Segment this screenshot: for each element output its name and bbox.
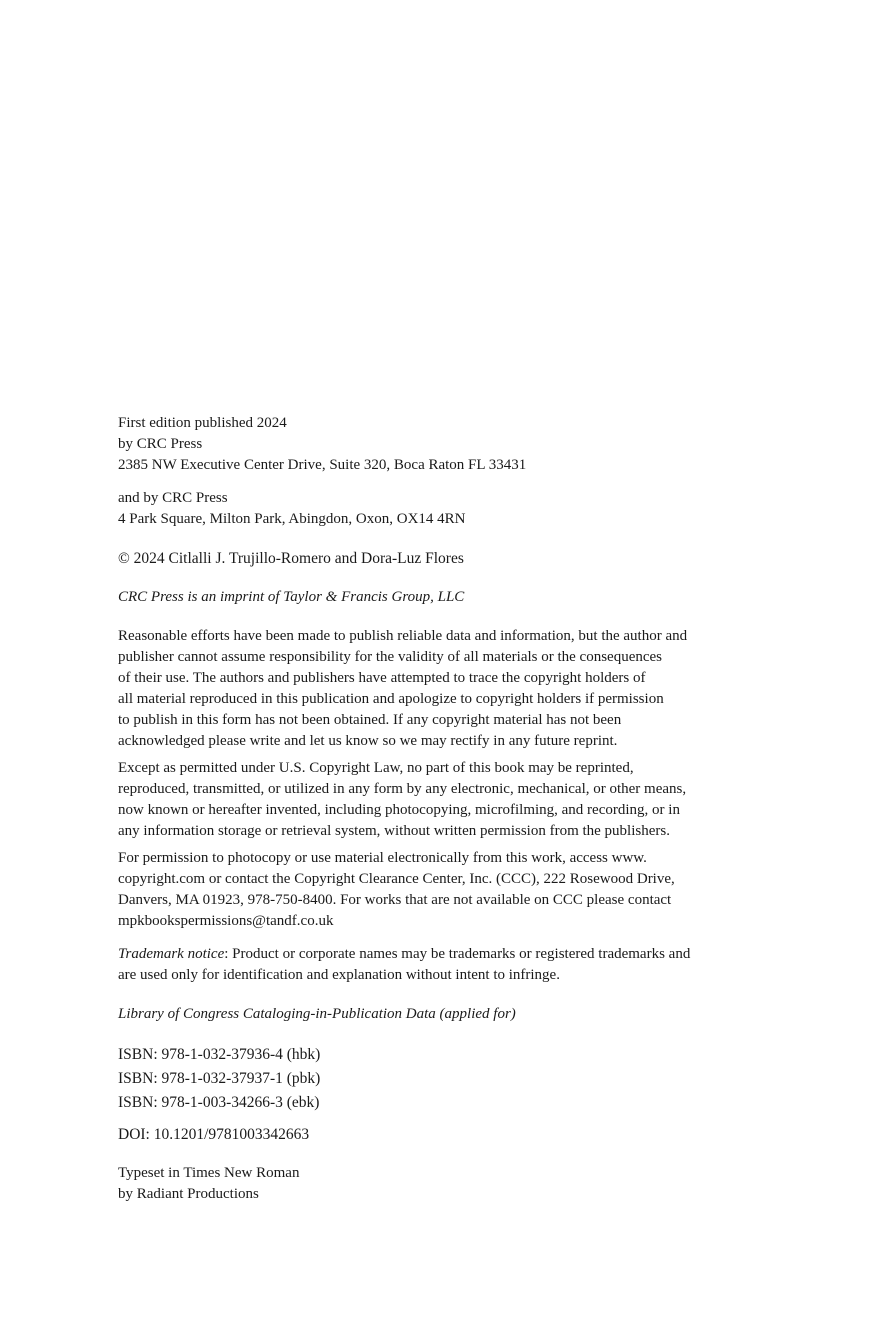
uk-office-line-2: 4 Park Square, Milton Park, Abingdon, Oxon, OX14 4RN	[118, 511, 466, 527]
cip-line: Library of Congress Cataloging-in-Publication Data (applied for)	[118, 1006, 516, 1022]
imprint-line: CRC Press is an imprint of Taylor & Francis Group, LLC	[118, 589, 465, 605]
photocopy-line: Danvers, MA 01923, 978-750-8400. For works that are not available on CCC please contact	[118, 892, 672, 908]
permissions-line: reproduced, transmitted, or utilized in any form by any electronic, mechanical, or other means,	[118, 781, 687, 797]
permissions-line: any information storage or retrieval system, without written permission from the publishers.	[118, 823, 670, 839]
disclaimer-line: of their use. The authors and publishers have attempted to trace the copyright holders of	[118, 670, 646, 686]
permissions-line: now known or hereafter invented, including photocopying, microfilming, and recording, or in	[118, 802, 680, 818]
disclaimer-line: to publish in this form has not been obtained. If any copyright material has not been	[118, 712, 622, 728]
edition-line-1: First edition published 2024	[118, 415, 287, 431]
trademark-label: Trademark notice	[118, 946, 225, 962]
doi-line: DOI: 10.1201/9781003342663	[118, 1126, 310, 1143]
disclaimer-line: publisher cannot assume responsibility for the validity of all materials or the consequences	[118, 649, 663, 665]
edition-line-3: 2385 NW Executive Center Drive, Suite 320, Boca Raton FL 33431	[118, 457, 527, 473]
isbn-pbk: ISBN: 978-1-032-37937-1 (pbk)	[118, 1070, 321, 1087]
uk-office-line-1: and by CRC Press	[118, 490, 228, 506]
disclaimer-line: acknowledged please write and let us know so we may rectify in any future reprint.	[118, 733, 618, 749]
edition-line-2: by CRC Press	[118, 436, 203, 452]
isbn-ebk: ISBN: 978-1-003-34266-3 (ebk)	[118, 1094, 320, 1111]
copyright-line: © 2024 Citlalli J. Trujillo-Romero and Dora-Luz Flores	[118, 550, 464, 567]
trademark-line-2: are used only for identification and explanation without intent to infringe.	[118, 967, 560, 983]
copyright-page	[118, 0, 778, 1326]
photocopy-email: mpkbookspermissions@tandf.co.uk	[118, 913, 334, 929]
trademark-line-1	[118, 944, 690, 965]
disclaimer-line: all material reproduced in this publication and apologize to copyright holders if permission	[118, 691, 664, 707]
photocopy-line: For permission to photocopy or use material electronically from this work, access www.	[118, 850, 647, 866]
photocopy-line: copyright.com or contact the Copyright Clearance Center, Inc. (CCC), 222 Rosewood Drive,	[118, 871, 675, 887]
disclaimer-line: Reasonable efforts have been made to publish reliable data and information, but the author and	[118, 628, 688, 644]
trademark-text: : Product or corporate names may be trademarks or registered trademarks and	[224, 946, 691, 962]
typeset-line-1: Typeset in Times New Roman	[118, 1165, 300, 1181]
typeset-line-2: by Radiant Productions	[118, 1186, 259, 1202]
isbn-hbk: ISBN: 978-1-032-37936-4 (hbk)	[118, 1046, 321, 1063]
permissions-line: Except as permitted under U.S. Copyright Law, no part of this book may be reprinted,	[118, 760, 634, 776]
